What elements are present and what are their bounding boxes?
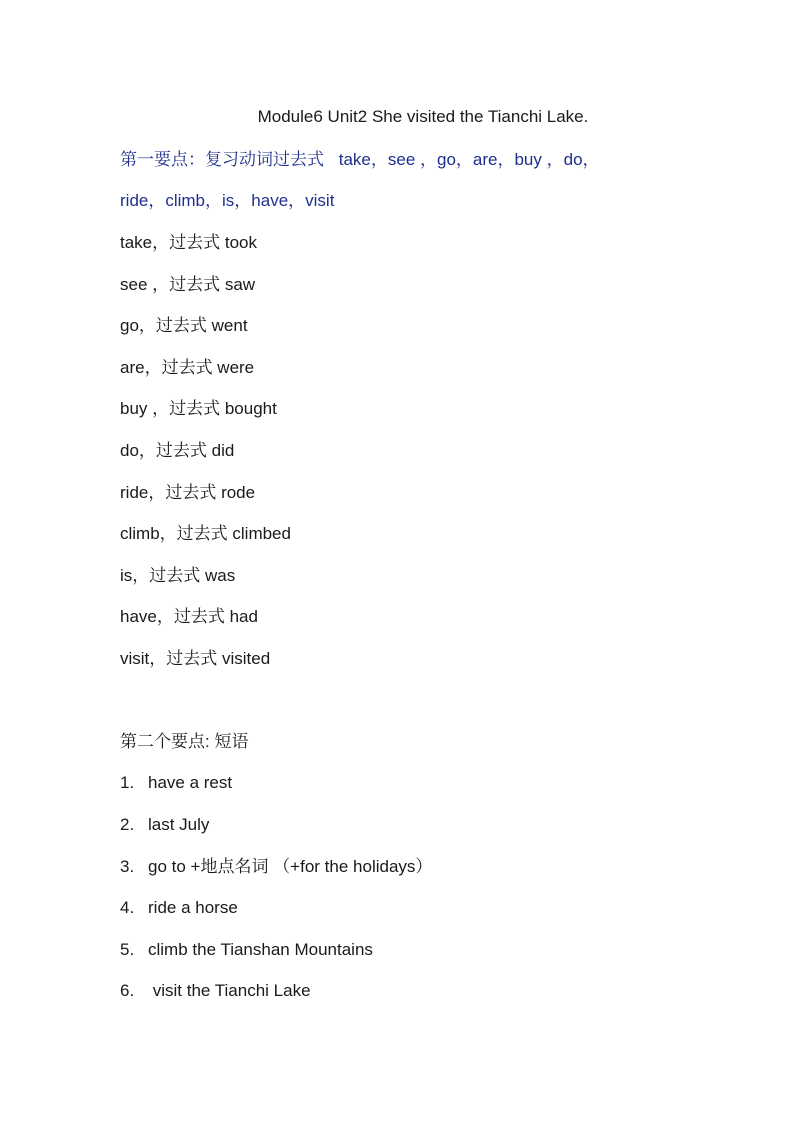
phrase-number: 3. — [120, 857, 135, 876]
past-form-item: are，过去式 were — [120, 358, 255, 377]
point1-verbs-line2: ride，climb，is，have，visit — [120, 191, 335, 210]
phrase-list-item — [120, 772, 232, 794]
past-form-item: have，过去式 had — [120, 607, 258, 626]
past-form-item: is，过去式 was — [120, 566, 236, 585]
phrase-text: have a rest — [148, 773, 233, 792]
past-form-item: visit，过去式 visited — [120, 649, 271, 668]
past-form-item: buy ，过去式 bought — [120, 399, 277, 418]
phrase-number: 1. — [120, 773, 135, 792]
phrase-list-item — [120, 897, 238, 919]
document-title: Module6 Unit2 She visited the Tianchi Lake. — [257, 107, 589, 126]
phrase-list-item — [120, 814, 209, 836]
phrase-text: visit the Tianchi Lake — [148, 981, 311, 1000]
phrase-list-item — [120, 939, 373, 961]
past-form-item: see ，过去式 saw — [120, 275, 256, 294]
phrase-number: 5. — [120, 940, 135, 959]
phrase-list-item — [120, 980, 311, 1002]
phrase-number: 4. — [120, 898, 135, 917]
phrase-text: climb the Tianshan Mountains — [148, 940, 373, 959]
phrase-text: last July — [148, 815, 210, 834]
past-form-item: ride，过去式 rode — [120, 483, 256, 502]
phrase-number: 2. — [120, 815, 135, 834]
phrase-number: 6. — [120, 981, 135, 1000]
past-form-item: climb，过去式 climbed — [120, 524, 291, 543]
phrase-list-item — [120, 856, 432, 878]
point1-line — [120, 149, 600, 171]
point1-verbs-line1: take，see ，go，are，buy ，do， — [338, 150, 600, 169]
point2-heading: 第二个要点: 短语 — [120, 732, 249, 751]
past-form-item: do，过去式 did — [120, 441, 235, 460]
past-form-item: take，过去式 took — [120, 233, 257, 252]
past-form-item: go，过去式 went — [120, 316, 248, 335]
phrase-text: ride a horse — [148, 898, 238, 917]
point1-heading: 第一要点：复习动词过去式 — [120, 150, 324, 169]
phrase-text: go to +地点名词 （+for the holidays） — [148, 857, 433, 876]
